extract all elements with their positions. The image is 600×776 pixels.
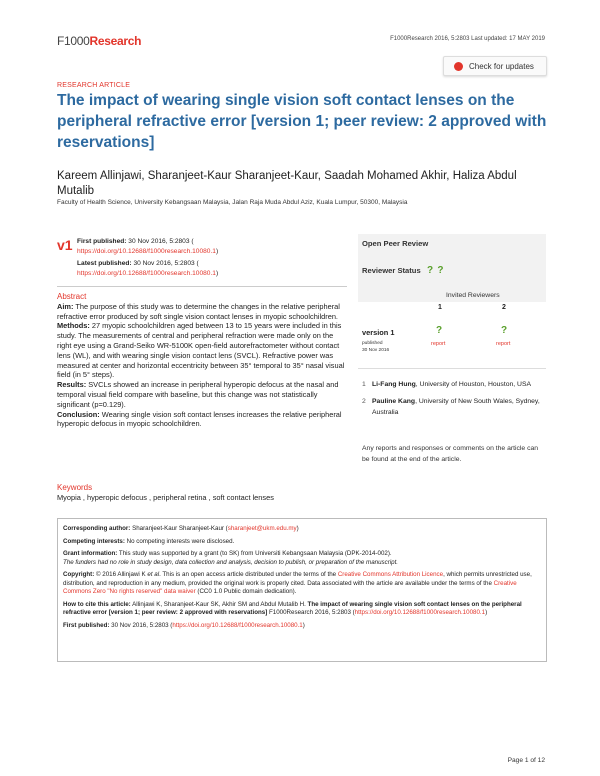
publication-dates: First published: 30 Nov 2016, 5:2803 ( https://doi.org/10.12688/f1000research.10080.1) Latest published: 30 Nov 2016, 5:2803 ( https://doi.org/10.12688/f1000research.10080.1)	[77, 238, 219, 277]
latest-published-doi-link[interactable]: https://doi.org/10.12688/f1000research.10080.1	[77, 269, 216, 277]
invited-reviewers-label: Invited Reviewers	[446, 292, 500, 299]
open-peer-review-heading: Open Peer Review	[362, 239, 429, 248]
abstract-methods: 27 myopic schoolchildren aged between 13 to 15 years were included in this study. The measurements of central and peripheral refraction were made only on the right eye using a Grand-Seiko WR-5100K open-field autorefractometer without contact lens (WL), and with wearing single vision contact lens (SVCL). Refractive power was measured at center and horizontal eccentricity between 35° temporal to 35° nasal visual field (in 5° steps).	[57, 321, 345, 380]
check-updates-label: Check for updates	[469, 61, 534, 71]
header-citation: F1000Research 2016, 5:2803 Last updated: 17 MAY 2019	[390, 36, 545, 42]
abstract-conclusion: Wearing single vision soft contact lenses increases the relative peripheral hyperopic defocus in myopic schoolchildren.	[57, 409, 342, 429]
first-published-doi-link[interactable]: https://doi.org/10.12688/f1000research.10080.1	[77, 247, 216, 255]
abstract-heading: Abstract	[57, 292, 87, 301]
page-number: Page 1 of 12	[507, 757, 545, 764]
reviewer-col-1: 1	[438, 304, 442, 311]
reviewer-item: 1 Li-Fang Hung, University of Houston, Houston, USA	[362, 381, 532, 388]
review-1-report-link[interactable]: report	[431, 341, 446, 347]
divider	[57, 286, 347, 287]
version-row-label: version 1	[362, 328, 395, 337]
status-question-icon: ?	[427, 265, 434, 276]
reviewer-col-2: 2	[502, 304, 506, 311]
abstract: Abstract Aim: The purpose of this study was to determine the changes in the relative peripheral refractive error produced by soft single vision contact lenses in myopic schoolchildren. Methods: 27 myopic schoolchildren aged between 13 to 15 years were included in this study. The measurements of central and peripheral refraction were made only on the right eye using a Grand-Seiko WR-5100K open-field autorefractometer without contact lens (WL), and with wearing single vision contact lens (SVCL). Refractive power was measured at center and horizontal eccentricity between 35° temporal to 35° nasal visual field (in 5° steps). Results: SVCLs showed an increase in peripheral hyperopic defocus at the nasal and temporal visual field compare with baseline, but this change was not statistically significant (p=0.129). Conclusion: Wearing single vision soft contact lenses increases the relative peripheral hyperopic defocus in myopic schoolchildren.	[57, 292, 347, 429]
abstract-results: SVCLs showed an increase in peripheral hyperopic defocus at the nasal and temporal visual field compare with baseline, but this change was not statistically significant (p=0.129).	[57, 380, 339, 409]
cc-by-licence-link[interactable]: Creative Commons Attribution Licence	[337, 571, 444, 578]
reviewer-status: Reviewer Status ? ?	[362, 265, 444, 276]
journal-logo: F1000Research	[57, 34, 142, 48]
affiliation: Faculty of Health Science, University Kebangsaan Malaysia, Jalan Raja Muda Abdul Aziz, Kuala Lumpur, 50300, Malaysia	[57, 199, 408, 206]
check-for-updates-button[interactable]	[443, 56, 547, 76]
keywords-list: Myopia , hyperopic defocus , peripheral retina , soft contact lenses	[57, 493, 274, 502]
divider	[358, 368, 546, 369]
review-1-question-icon: ?	[436, 325, 443, 336]
abstract-aim: The purpose of this study was to determine the changes in the relative peripheral refractive error produced by soft single vision contact lenses in myopic schoolchildren.	[57, 301, 340, 321]
status-question-icon: ?	[437, 265, 444, 276]
first-published-label: First published:	[77, 238, 127, 245]
review-2-question-icon: ?	[501, 325, 508, 336]
version-badge: v1	[57, 237, 73, 253]
keywords-heading: Keywords	[57, 483, 93, 492]
reports-note: Any reports and responses or comments on the article can be found at the end of the article.	[362, 445, 539, 463]
cite-doi-link[interactable]: https://doi.org/10.12688/f1000research.10080.1	[354, 609, 486, 616]
article-info-text: Corresponding author: Sharanjeet-Kaur Sharanjeet-Kaur (sharanjeet@ukm.edu.my) Competing interests: No competing interests were disclosed. Grant information: This study was supported by a grant (to SK) from Universiti Kebangsaan Malaysia (DPK-2014-002). The funders had no role in study design, data collection and analysis, decision to publish, or preparation of the manuscript. Copyright: © 2016 Allinjawi K et al. This is an open access article distributed under the terms of the Creative Commons Attribution Licence, which permits unrestricted use, distribution, and reproduction in any medium, provided the original work is properly cited. Data associated with the article are available under the terms of the Creative Commons Zero "No rights reserved" data waiver (CC0 1.0 Public domain dedication). How to cite this article: Allinjawi K, Sharanjeet-Kaur SK, Akhir SM and Abdul Mutalib H. The impact of wearing single vision soft contact lenses on the peripheral refractive error [version 1; peer review: 2 approved with reservations] F1000Research 2016, 5:2803 (https://doi.org/10.12688/f1000research.10080.1) First published: 30 Nov 2016, 5:2803 (https://doi.org/10.12688/f1000research.10080.1)	[63, 525, 532, 629]
author-list: Kareem Allinjawi, Sharanjeet-Kaur Sharanjeet-Kaur, Saadah Mohamed Akhir, Haliza Abdul Mutalib	[57, 170, 517, 197]
reviewer-list	[362, 379, 546, 424]
first-published-doi-link[interactable]: https://doi.org/10.12688/f1000research.10080.1	[172, 621, 303, 629]
version-row-date: published 30 Nov 2016	[362, 341, 390, 353]
article-type-label: RESEARCH ARTICLE	[57, 82, 131, 89]
check-updates-icon	[454, 62, 463, 71]
cc0-waiver-link[interactable]: Creative Commons Zero "No rights reserved" data waiver	[63, 579, 517, 595]
latest-published-label: Latest published:	[77, 260, 132, 267]
corresponding-email-link[interactable]: sharanjeet@ukm.edu.my	[227, 525, 297, 532]
review-2-report-link[interactable]: report	[496, 341, 511, 347]
reviewer-item: 2 Pauline Kang, University of New South Wales, Sydney, Australia	[362, 398, 540, 416]
article-title: The impact of wearing single vision soft contact lenses on the peripheral refractive error [version 1; peer review: 2 approved with reservations]	[57, 92, 547, 151]
